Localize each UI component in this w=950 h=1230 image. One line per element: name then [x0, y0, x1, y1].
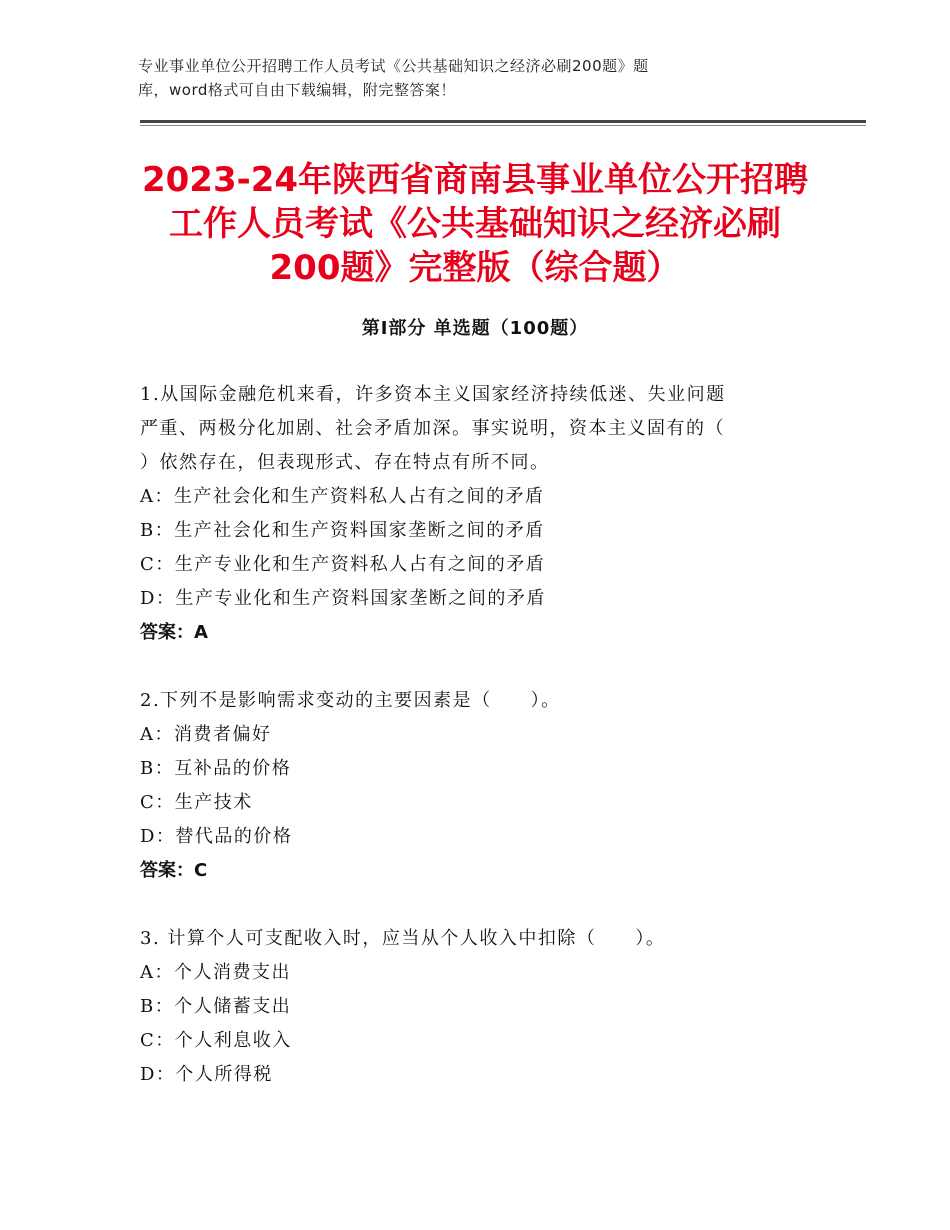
question-list — [140, 378, 820, 1126]
answer: 答案：A — [140, 622, 208, 643]
option-a: A：生产社会化和生产资料私人占有之间的矛盾 — [140, 486, 545, 507]
option-b: B：个人储蓄支出 — [140, 996, 292, 1017]
option-d: D：生产专业化和生产资料国家垄断之间的矛盾 — [140, 588, 546, 609]
header-divider-thick — [140, 120, 866, 123]
option-c: C：生产技术 — [140, 792, 253, 813]
title-line-1: 2023-24年陕西省商南县事业单位公开招聘 — [141, 160, 809, 200]
option-d: D：替代品的价格 — [140, 826, 293, 847]
header-line-1: 专业事业单位公开招聘工作人员考试《公共基础知识之经济必刷200题》题 — [138, 57, 649, 75]
question-stem: 1.从国际金融危机来看，许多资本主义国家经济持续低迷、失业问题 — [140, 384, 726, 405]
question-2 — [140, 684, 820, 888]
option-c: C：生产专业化和生产资料私人占有之间的矛盾 — [140, 554, 546, 575]
option-b: B：生产社会化和生产资料国家垄断之间的矛盾 — [140, 520, 545, 541]
option-d: D：个人所得税 — [140, 1064, 273, 1085]
question-stem: ）依然存在，但表现形式、存在特点有所不同。 — [140, 452, 550, 473]
header-divider-thin — [140, 125, 866, 126]
option-b: B：互补品的价格 — [140, 758, 292, 779]
question-stem: 严重、两极分化加剧、社会矛盾加深。事实说明，资本主义固有的（ — [140, 418, 725, 439]
section-title: 第Ⅰ部分 单选题（100题） — [361, 318, 589, 339]
option-a: A：消费者偏好 — [140, 724, 272, 745]
question-stem: 2.下列不是影响需求变动的主要因素是（ ）。 — [140, 690, 561, 711]
header-line-2: 库，word格式可自由下载编辑，附完整答案！ — [138, 81, 456, 99]
document-title — [100, 158, 850, 290]
option-c: C：个人利息收入 — [140, 1030, 292, 1051]
question-1 — [140, 378, 820, 650]
question-stem: 3. 计算个人可支配收入时，应当从个人收入中扣除（ ）。 — [140, 928, 666, 949]
title-line-3: 200题》完整版（综合题） — [269, 248, 681, 288]
document-header — [138, 54, 798, 102]
title-line-2: 工作人员考试《公共基础知识之经济必刷 — [169, 204, 781, 244]
option-a: A：个人消费支出 — [140, 962, 291, 983]
answer: 答案：C — [140, 860, 208, 881]
question-3 — [140, 922, 820, 1092]
